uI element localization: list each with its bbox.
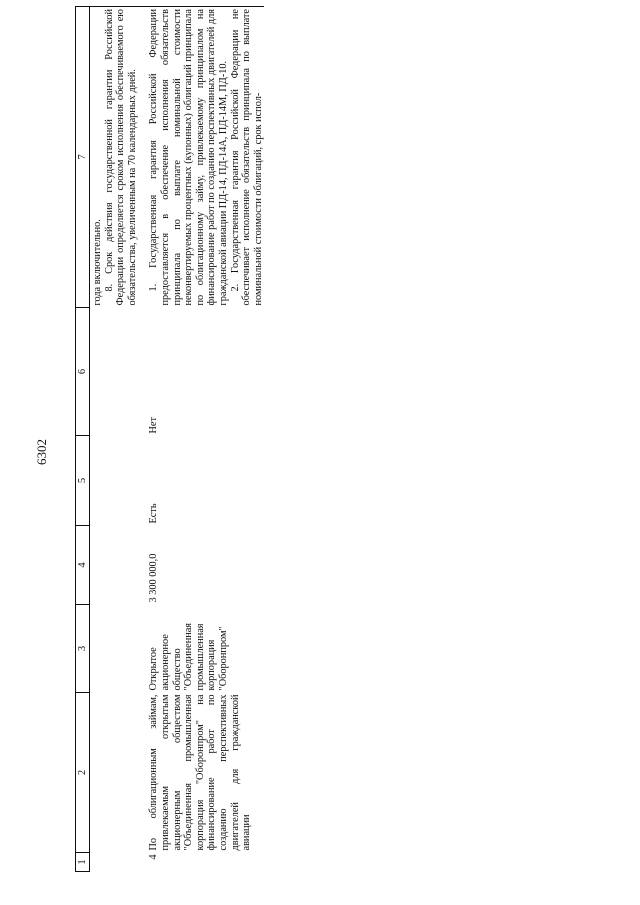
header-col-2: 2 [76, 693, 90, 853]
conditions-paragraph: 1. Государственная гарантия Российской Федерации предоставляется в обеспечение исполнения обязательств принципала по выплате номинальной стоимости неконвертируемых процентных (купонных) облигаций принципала по облигационному займу, привлекаемому принципалом на финансирование работ по созданию перспективных двигателей для гражданской авиации ПД-14, ПД-14А, ПД-14М, ПД-10. [148, 9, 229, 306]
loan-purpose-cell: По облигационным займам, привлекаемым открытым акционерным обществом "Объединенная промышленная корпорация "Оборонпром" на финансирование работ по созданию перспективных двигателей для гражданской авиации [148, 694, 253, 851]
recourse-cell: Есть [148, 503, 160, 524]
header-col-3: 3 [76, 605, 90, 693]
amount-cell: 3 300 000,0 [148, 553, 160, 603]
row-number: 4 [148, 854, 160, 860]
conditions-paragraph: 2. Государственная гарантия Российской Федерации не обеспечивает исполнение обязательств принципала по выплате номинальной стоимости облигаций, срок испол- [229, 9, 264, 306]
header-col-5: 5 [76, 436, 90, 526]
conditions-paragraph: года включительно. [92, 219, 103, 306]
header-row [76, 7, 90, 872]
header-col-1: 1 [76, 853, 90, 872]
conditions-cell [144, 7, 264, 308]
continuation-conditions-cell [90, 7, 145, 308]
rotated-table-page [75, 7, 630, 872]
conditions-paragraph: 8. Срок действия государственной гарантии Российской Федерации определяется сроком исполнения обеспечиваемого ею обязательства, увеличенным на 70 календарных дней. [103, 9, 138, 306]
table-row-4 [144, 7, 264, 872]
principal-cell: Открытое акционерное общество "Объединенная промышленная корпорация "Оборонпром" [148, 622, 229, 691]
header-col-6: 6 [76, 308, 90, 436]
guarantee-table [75, 6, 264, 872]
collateral-cell: Нет [148, 416, 160, 434]
header-col-7: 7 [76, 7, 90, 308]
page-number: 6302 [34, 439, 49, 465]
header-col-4: 4 [76, 526, 90, 605]
table-row-continuation [90, 7, 145, 872]
